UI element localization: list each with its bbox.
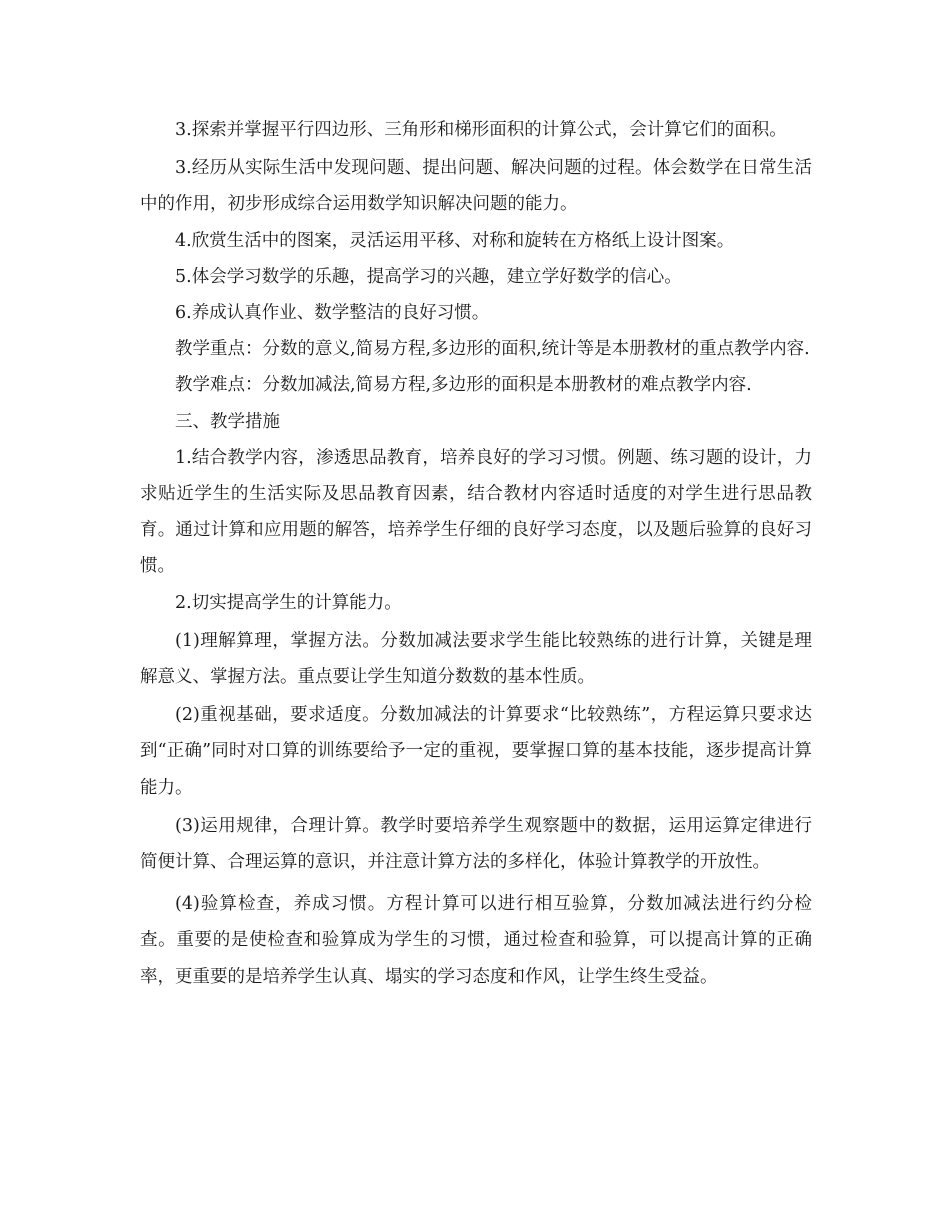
paragraph-goal-6: 6.养成认真作业、数学整洁的良好习惯。 (175, 303, 490, 324)
paragraph-goal-4: 4.欣赏生活中的图案，灵活运用平移、对称和旋转在方格纸上设计图案。 (175, 230, 735, 251)
paragraph-difficult-points: 教学难点：分数加减法,简易方程,多边形的面积是本册教材的难点教学内容. (175, 375, 752, 396)
paragraph-measure-2-2: (2)重视基础，要求适度。分数加减法的计算要求“比较熟练”，方程运算只要求达到“正确”同时对口算的训练要给予一定的重视，要掌握口算的基本技能，逐步提高计算能力。 (140, 705, 812, 798)
paragraph-goal-3b: 3.经历从实际生活中发现问题、提出问题、解决问题的过程。体会数学在日常生活中的作用，初步形成综合运用数学知识解决问题的能力。 (140, 158, 812, 215)
paragraph-measure-2-1: (1)理解算理，掌握方法。分数加减法要求学生能比较熟练的进行计算，关键是理解意义、掌握方法。重点要让学生知道分数数的基本性质。 (140, 630, 812, 688)
section-heading-measures: 三、教学措施 (175, 411, 280, 432)
paragraph-key-points: 教学重点：分数的意义,简易方程,多边形的面积,统计等是本册教材的重点教学内容. (175, 339, 810, 360)
paragraph-measure-2-3: (3)运用规律，合理计算。教学时要培养学生观察题中的数据，运用运算定律进行简便计算、合理运算的意识，并注意计算方法的多样化，体验计算教学的开放性。 (140, 815, 812, 873)
paragraph-measure-2-4: (4)验算检查，养成习惯。方程计算可以进行相互验算，分数加减法进行约分检查。重要的是使检查和验算成为学生的习惯，通过检查和验算，可以提高计算的正确率，更重要的是培养学生认真、塌实的学习态度和作风，让学生终生受益。 (140, 894, 812, 987)
document-body (140, 112, 812, 995)
paragraph-measure-1: 1.结合教学内容，渗透思品教育，培养良好的学习习惯。例题、练习题的设计，力求贴近学生的生活实际及思品教育因素，结合教材内容适时适度的对学生进行思品教育。通过计算和应用题的解答，培养学生仔细的良好学习态度，以及题后验算的良好习惯。 (140, 447, 812, 577)
paragraph-measure-2: 2.切实提高学生的计算能力。 (175, 592, 402, 613)
paragraph-goal-3a: 3.探索并掌握平行四边形、三角形和梯形面积的计算公式，会计算它们的面积。 (175, 120, 787, 140)
paragraph-goal-5: 5.体会学习数学的乐趣，提高学习的兴趣，建立学好数学的信心。 (175, 266, 682, 287)
